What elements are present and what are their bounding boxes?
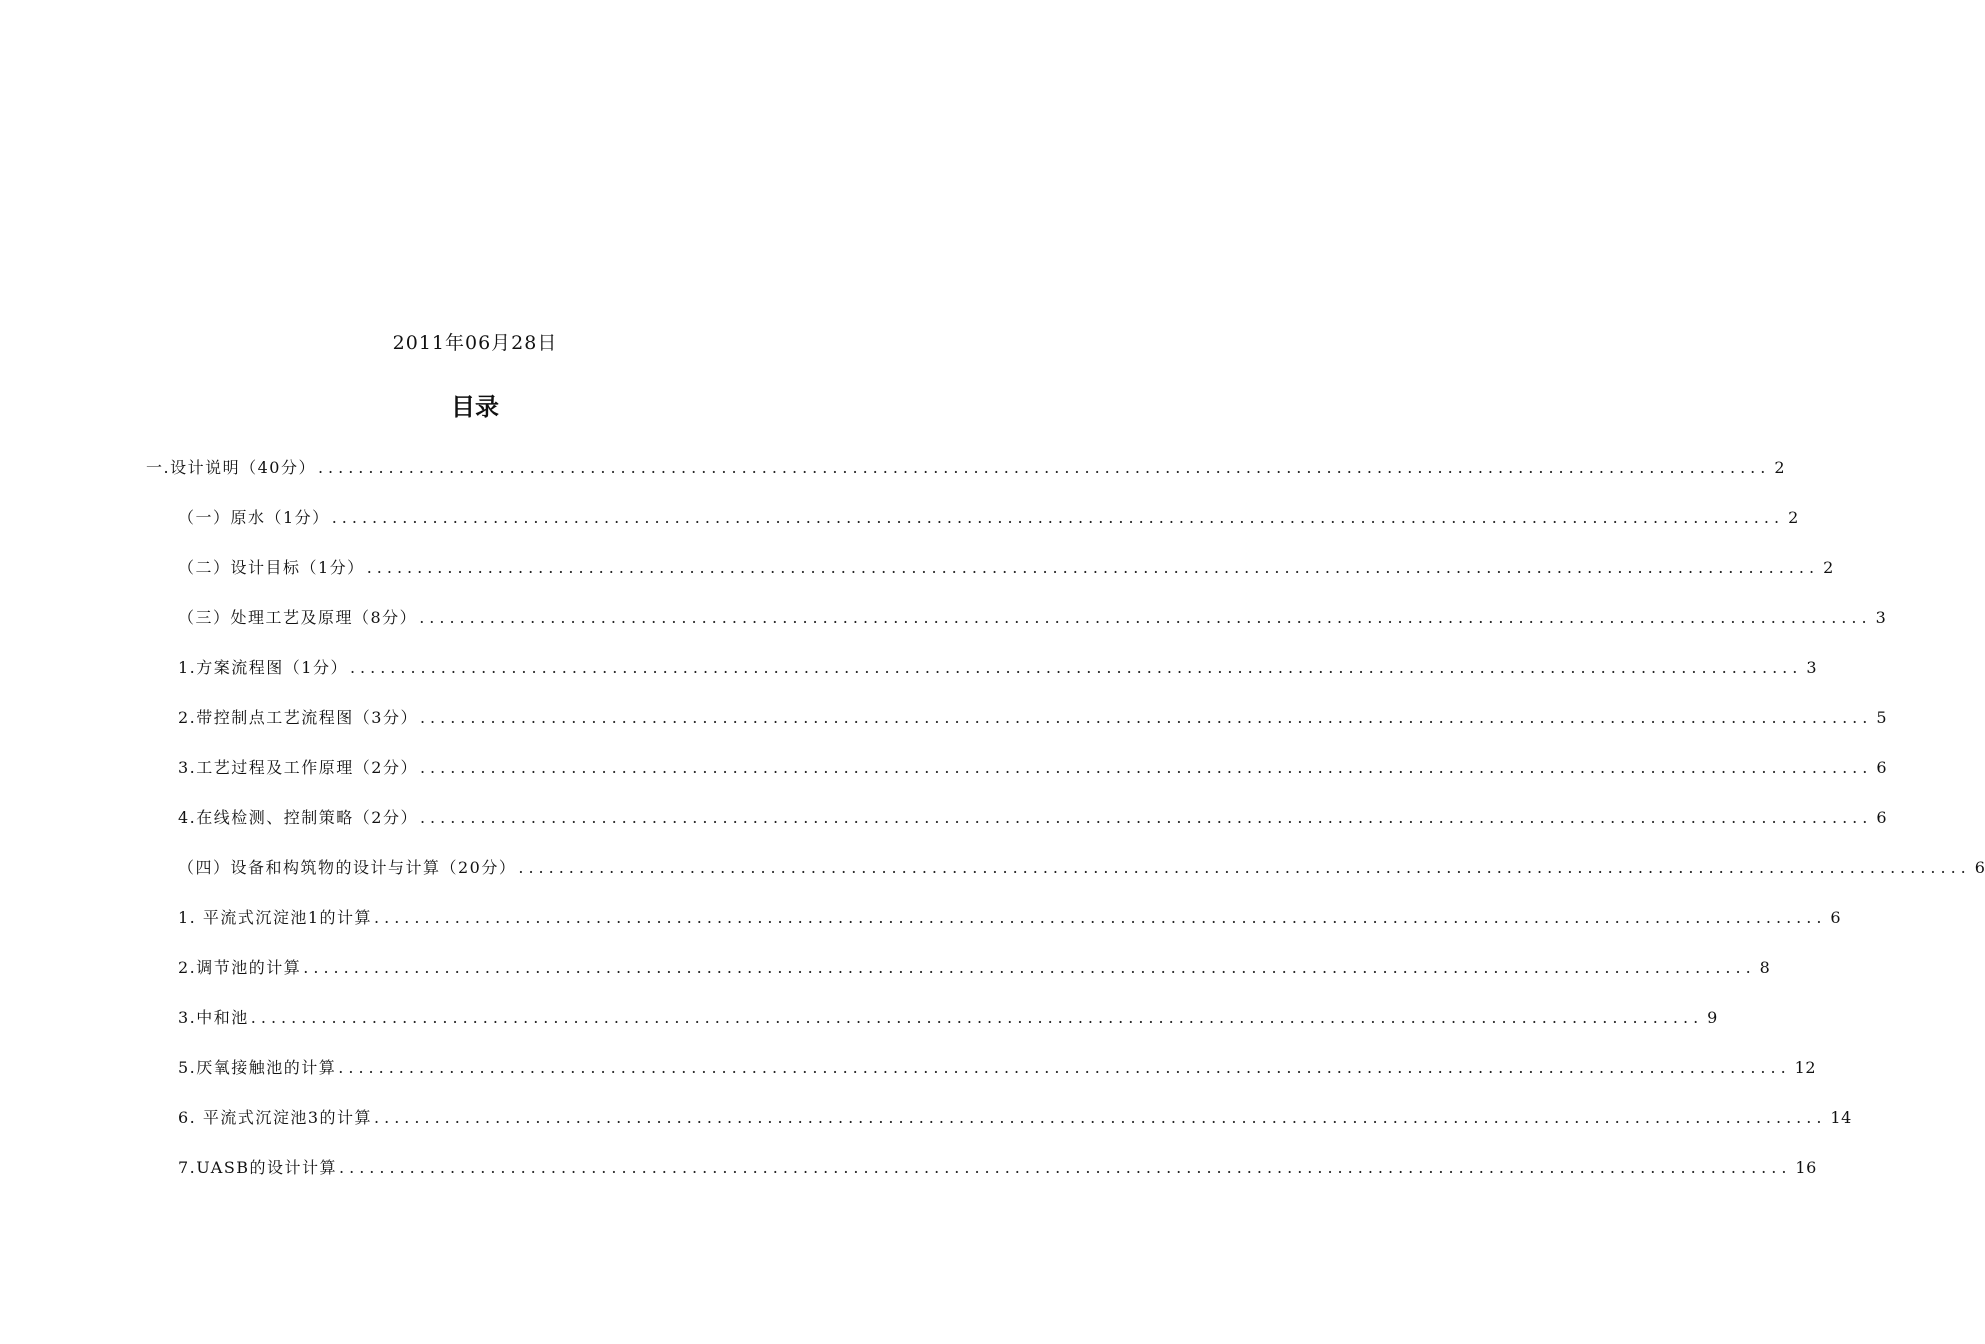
toc-entry-sedimentation-tank-1[interactable] [178, 906, 1842, 930]
toc-entry-label: 3.中和池 [178, 1008, 249, 1027]
toc-page-number: 12 [1794, 1058, 1817, 1077]
toc-entry-equipment-design[interactable] [178, 856, 1985, 880]
toc-page-number: 6 [1974, 858, 1985, 877]
toc-entry-label: （四）设备和构筑物的设计与计算（20分） [178, 858, 517, 877]
toc-dot-leader: ................................................................................................................................................ [374, 908, 1827, 927]
toc-entry-design-description[interactable] [146, 456, 1786, 480]
toc-entry-scheme-flowchart[interactable] [178, 656, 1818, 680]
toc-entry-label: 一.设计说明（40分） [146, 458, 316, 477]
toc-dot-leader: ................................................................................................................................................ [303, 958, 1756, 977]
toc-entry-label: 1. 平流式沉淀池1的计算 [178, 908, 373, 927]
toc-entry-online-monitoring[interactable] [178, 806, 1888, 830]
toc-dot-leader: ................................................................................................................................................ [419, 608, 1872, 627]
toc-page-number: 3 [1806, 658, 1818, 677]
toc-entry-label: （三）处理工艺及原理（8分） [178, 608, 418, 627]
toc-page-number: 2 [1774, 458, 1786, 477]
toc-entry-anaerobic-contact-tank[interactable] [178, 1056, 1817, 1080]
toc-entry-control-flowchart[interactable] [178, 706, 1888, 730]
toc-page-number: 9 [1707, 1008, 1718, 1027]
toc-page-number: 3 [1875, 608, 1887, 627]
toc-entry-raw-water[interactable] [178, 506, 1799, 530]
toc-dot-leader: ................................................................................................................................................ [317, 458, 1771, 477]
toc-dot-leader: ................................................................................................................................................ [339, 1158, 1792, 1177]
toc-dot-leader: ................................................................................................................................................ [518, 858, 1971, 877]
toc-page-number: 6 [1876, 758, 1888, 777]
toc-entry-sedimentation-tank-3[interactable] [178, 1106, 1852, 1130]
toc-entry-neutralization-tank[interactable] [178, 1006, 1718, 1030]
toc-entry-process-working-principle[interactable] [178, 756, 1888, 780]
toc-entry-uasb-design[interactable] [178, 1156, 1817, 1180]
toc-title: 目录 [451, 393, 499, 421]
toc-entry-label: 7.UASB的设计计算 [178, 1158, 338, 1177]
toc-dot-leader: ................................................................................................................................................ [366, 558, 1820, 577]
toc-page-number: 6 [1830, 908, 1842, 927]
toc-entry-regulating-tank[interactable] [178, 956, 1771, 980]
toc-entry-label: （二）设计目标（1分） [178, 558, 365, 577]
toc-page-number: 2 [1823, 558, 1834, 577]
toc-entry-label: 1.方案流程图（1分） [178, 658, 348, 677]
toc-page-number: 14 [1830, 1108, 1852, 1127]
toc-dot-leader: ................................................................................................................................................ [338, 1058, 1791, 1077]
toc-dot-leader: ................................................................................................................................................ [419, 758, 1873, 777]
toc-dot-leader: ................................................................................................................................................ [419, 808, 1873, 827]
toc-entry-process-principle[interactable] [178, 606, 1887, 630]
toc-page-number: 6 [1876, 808, 1888, 827]
toc-dot-leader: ................................................................................................................................................ [349, 658, 1803, 677]
toc-entry-label: 2.调节池的计算 [178, 958, 302, 977]
toc-dot-leader: ................................................................................................................................................ [419, 708, 1873, 727]
toc-entry-label: （一）原水（1分） [178, 508, 330, 527]
toc-dot-leader: ................................................................................................................................................ [331, 508, 1785, 527]
toc-page-number: 16 [1795, 1158, 1817, 1177]
toc-entry-design-goals[interactable] [178, 556, 1834, 580]
toc-entry-label: 5.厌氧接触池的计算 [178, 1058, 337, 1077]
toc-page-number: 8 [1759, 958, 1771, 977]
toc-entry-label: 2.带控制点工艺流程图（3分） [178, 708, 418, 727]
toc-entry-label: 3.工艺过程及工作原理（2分） [178, 758, 418, 777]
document-date: 2011年06月28日 [392, 332, 558, 354]
toc-page-number: 2 [1788, 508, 1799, 527]
toc-entry-label: 4.在线检测、控制策略（2分） [178, 808, 418, 827]
toc-entry-label: 6. 平流式沉淀池3的计算 [178, 1108, 373, 1127]
toc-page-number: 5 [1876, 708, 1888, 727]
toc-dot-leader: ................................................................................................................................................ [374, 1108, 1827, 1127]
toc-dot-leader: ................................................................................................................................................ [250, 1008, 1704, 1027]
